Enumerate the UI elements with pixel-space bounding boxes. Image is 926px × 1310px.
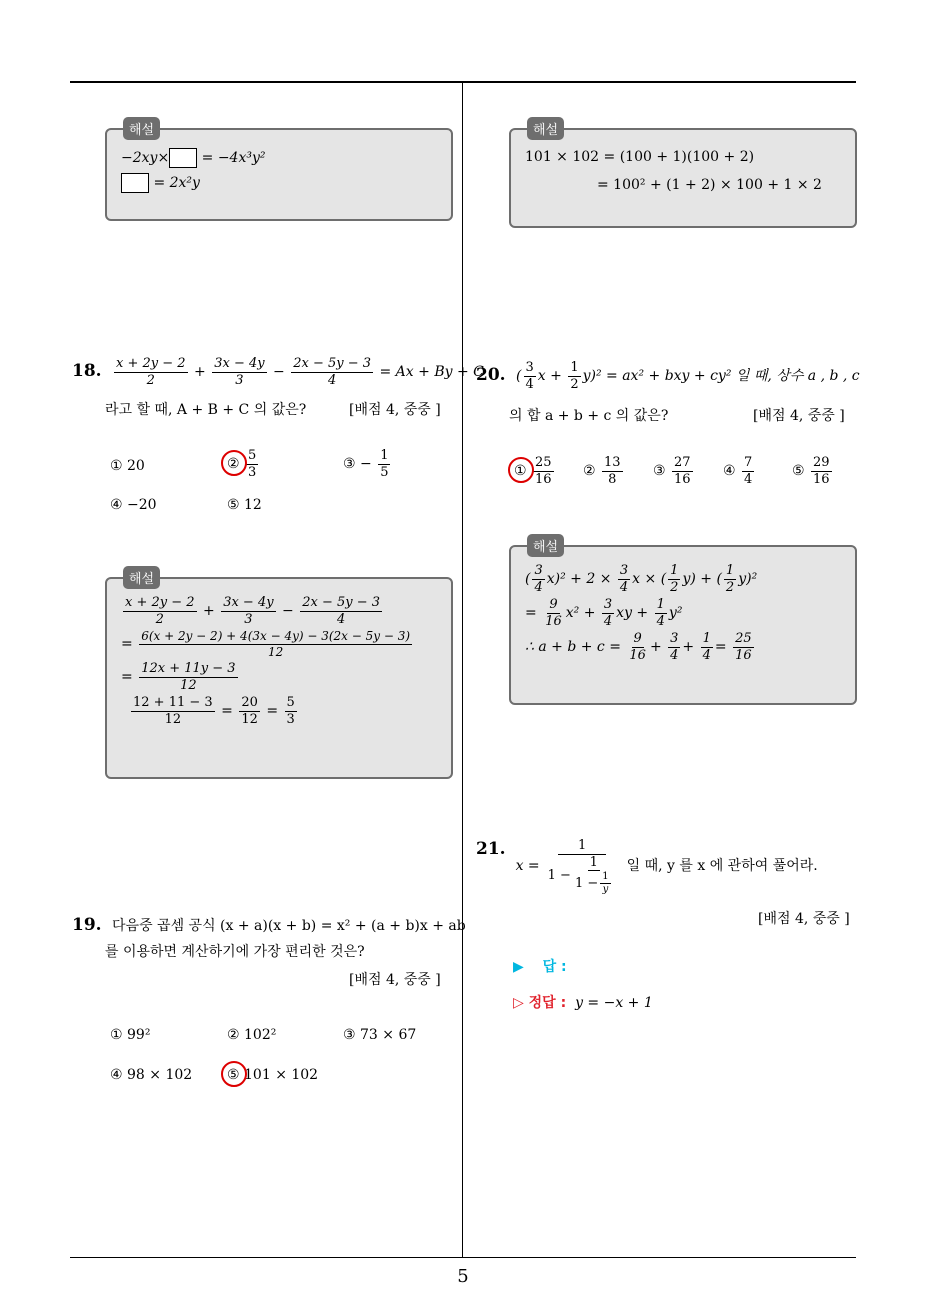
score-meta: [배점 4, 중중 ] (753, 408, 845, 424)
choice-1[interactable]: ① 99² (110, 1027, 151, 1043)
choice-2[interactable]: ② $\frac{13}{8}$ (583, 455, 621, 487)
fraction: $\frac{5}{3}$ (248, 448, 257, 480)
choice-5[interactable]: ⑤ $\frac{29}{16}$ (792, 455, 830, 487)
choice-3[interactable]: ③ − $\frac{1}{5}$ (343, 448, 389, 480)
question-number: 18. (72, 361, 102, 382)
selected-mark-icon (221, 450, 247, 476)
fraction: $\frac{1}{5}$ (380, 448, 389, 480)
question-number: 19. (72, 915, 102, 935)
page-number: 5 (457, 1266, 469, 1287)
bottom-rule (70, 1257, 856, 1258)
play-arrow-icon: ▶ (513, 959, 524, 975)
choice-2[interactable]: ② $\frac{5}{3}$ (227, 448, 260, 480)
choice-1[interactable]: ① 20 (110, 458, 145, 474)
q17-solution-box (105, 123, 453, 221)
solution-tag: 해설 (527, 534, 564, 557)
solution-line: 101 × 102 = (100 + 1)(100 + 2) (525, 149, 755, 165)
question-text: 다음중 곱셈 공식 (x + a)(x + b) = x² + (a + b)x + ab (112, 918, 466, 934)
choice-4[interactable]: ④ $\frac{7}{4}$ (723, 455, 753, 487)
solution-line: = 100² + (1 + 2) × 100 + 1 × 2 (597, 176, 822, 193)
solution-line: $\frac{x + 2y - 2}{2}$ + $\frac{3x - 4y}{3}$ − $\frac{2x - 5y - 3}{4}$ (125, 595, 381, 627)
question-stem: 18. $\frac{x + 2y - 2}{2}$ + $\frac{3x - 4y}{3}$ − $\frac{2x - 5y - 3}{4}$ = Ax + By + C (72, 356, 484, 388)
score-meta: [배점 4, 중중 ] (349, 972, 441, 988)
solution-line: = $\frac{12x + 11y - 3}{12}$ (121, 660, 236, 693)
choice-5[interactable]: ⑤ 101 × 102 (227, 1067, 318, 1083)
solution-line: $\frac{12 + 11 - 3}{12}$ = $\frac{20}{12}$ = $\frac{5}{3}$ (133, 695, 295, 727)
question-text: 의 합 a + b + c 의 값은? (509, 408, 669, 424)
solution-line: = 2x²y (121, 173, 437, 194)
q19-solution-box (509, 123, 857, 228)
fraction: $\frac{3x - 4y}{3}$ (214, 356, 265, 388)
choice-1[interactable]: ① $\frac{25}{16}$ (514, 455, 556, 487)
choice-2[interactable]: ② 102² (227, 1027, 277, 1043)
choice-5[interactable]: ⑤ 12 (227, 497, 262, 513)
question-21: 21. x = 1 1 − 1 1 − $\frac{1}{y}$ 일 때, y 를 x 에 관하여 풀어라. (476, 838, 818, 896)
solution-line: = $\frac{6(x + 2y - 2) + 4(3x - 4y) - 3(2x - 5y - 3)}{12}$ (121, 629, 411, 659)
solution-line: −2xy× = −4x³y² (121, 150, 266, 166)
question-20: 20. ( $\frac{3}{4}$ x + $\frac{1}{2}$ y)² = ax² + bxy + cy² 일 때, 상수 a , b , c (476, 360, 860, 392)
fraction: $\frac{x + 2y - 2}{2}$ (116, 356, 186, 388)
fraction: $\frac{2x - 5y - 3}{4}$ (293, 356, 372, 388)
correct-answer-line: ▷ 정답 : y = −x + 1 (513, 995, 653, 1011)
column-divider (462, 83, 463, 1257)
outline-arrow-icon: ▷ (513, 995, 524, 1011)
question-number: 20. (476, 365, 506, 386)
solution-tag: 해설 (527, 117, 564, 140)
solution-line: ( $\frac{3}{4}$ x)² + 2 × $\frac{3}{4}$ x × ( $\frac{1}{2}$ y) + ( $\frac{1}{2}$ y)² (525, 563, 758, 595)
choice-3[interactable]: ③ $\frac{27}{16}$ (653, 455, 691, 487)
question-number: 21. (476, 839, 506, 859)
q18-solution-box (105, 572, 453, 779)
answer-blank (121, 173, 149, 193)
selected-mark-icon (221, 1061, 247, 1087)
choice-4[interactable]: ④ 98 × 102 (110, 1067, 193, 1083)
choice-4[interactable]: ④ −20 (110, 497, 157, 513)
question-19 (72, 914, 466, 938)
top-rule (70, 81, 856, 83)
solution-line: = $\frac{9}{16}$ x² + $\frac{3}{4}$ xy + $\frac{1}{4}$ y² (525, 597, 683, 629)
score-meta: [배점 4, 중중 ] (758, 911, 850, 927)
solution-tag: 해설 (123, 117, 160, 140)
question-text: 를 이용하면 계산하기에 가장 편리한 것은? (105, 944, 365, 960)
solution-line: ∴ a + b + c = $\frac{9}{16}$ + $\frac{3}{4}$ + $\frac{1}{4}$ = $\frac{25}{16}$ (525, 631, 752, 663)
answer-blank (169, 148, 197, 168)
solution-tag: 해설 (123, 566, 160, 589)
q20-solution-box (509, 540, 857, 705)
question-text: 일 때, y 를 x 에 관하여 풀어라. (626, 858, 818, 875)
choice-3[interactable]: ③ 73 × 67 (343, 1027, 417, 1043)
question-18 (72, 356, 484, 388)
answer-line: ▶ 답 : (513, 959, 567, 975)
selected-mark-icon (508, 457, 534, 483)
question-text: 라고 할 때, A + B + C 의 값은? (105, 402, 307, 418)
score-meta: [배점 4, 중중 ] (349, 402, 441, 418)
continued-fraction: 1 1 − 1 1 − $\frac{1}{y}$ (547, 838, 609, 896)
